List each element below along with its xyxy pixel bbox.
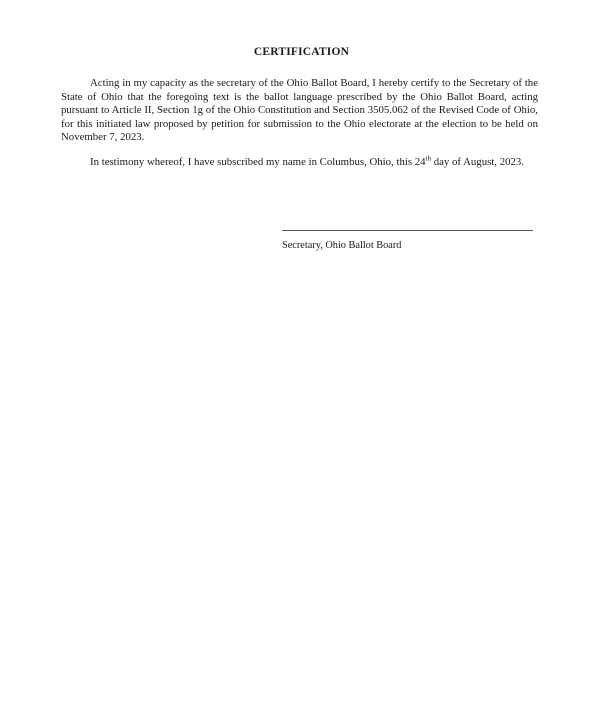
testimony-paragraph bbox=[61, 156, 538, 170]
signature-caption: Secretary, Ohio Ballot Board bbox=[282, 240, 402, 251]
day-ordinal-suffix: th bbox=[425, 154, 432, 163]
testimony-text-start: In testimony whereof, I have subscribed my name in Columbus, Ohio, this 24 bbox=[90, 156, 426, 168]
certification-paragraph: Acting in my capacity as the secretary of the Ohio Ballot Board, I hereby certify to the Secretary of the State of Ohio that the foregoing text is the ballot language prescribed by the Ohio Ballot Board, acting pursuant to Article II, Section 1g of the Ohio Constitution and Section 3505.062 of the Revised Code of Ohio, for this initiated law proposed by petition for submission to the Ohio electorate at the election to be held on November 7, 2023. bbox=[61, 77, 538, 144]
testimony-text-end: day of August, 2023. bbox=[431, 156, 524, 168]
signature-line bbox=[282, 230, 533, 231]
document-title: CERTIFICATION bbox=[253, 46, 350, 58]
